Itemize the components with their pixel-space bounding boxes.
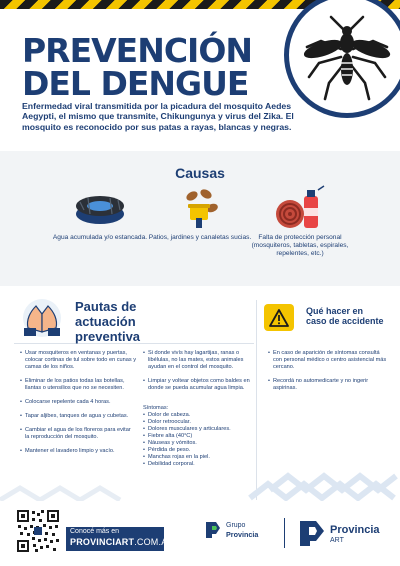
symptoms-block (143, 405, 253, 468)
provincia-art-logo (298, 519, 326, 547)
grupo-label-bold: Provincia (226, 530, 259, 539)
cause-label: Agua acumulada y/o estancada. (52, 234, 148, 241)
link-domain-bold: PROVINCIART (70, 537, 135, 547)
list-item: • Cambiar el agua de los floreros para evitar la reproducción del mosquito. (20, 427, 136, 441)
warning-badge (264, 304, 294, 331)
hands-icon (20, 298, 64, 345)
tire-water-icon (74, 188, 126, 228)
prevention-list-2 (143, 350, 253, 399)
list-item: • Tapar aljibes, tanques de agua y cubetas. (20, 413, 136, 420)
cause-label: Patios, jardines y canaletas sucias. (148, 234, 252, 241)
yard-debris-icon (176, 184, 224, 232)
list-item: • Dolor retroocular. (143, 419, 253, 426)
accident-list (268, 350, 388, 399)
symptoms-title: Síntomas: (143, 405, 169, 411)
list-item: • Limpiar y voltear objetos como baldes en donde se pueda acumular agua limpia. (143, 378, 253, 392)
list-item: • Recordá no automedicarte y no ingerir aspirinas. (268, 378, 388, 392)
causes-title: Causas (175, 165, 225, 181)
accident-title-line-1: Qué hacer en (306, 306, 364, 316)
list-item: • Eliminar de los patios todas las botellas, llantas o utensilios que no se necesiten. (20, 378, 136, 392)
symptoms-list (143, 412, 253, 468)
link-domain-suffix: .COM.AR (134, 537, 175, 547)
list-item: • Si donde vivís hay lagartijas, ranas o libélulas, no las mates, estos animales ayudan en el control del mosquito. (143, 350, 253, 371)
qr-code[interactable] (16, 509, 60, 553)
intro-text: Enfermedad viral transmitida por la picadura del mosquito Aedes Aegypti, el mismo que transmite, Chikungunya y virus del Zika. El mosquito es reconocido por sus patas a rayas, blancas y negras. (22, 101, 294, 132)
mosquito-badge (284, 0, 400, 118)
list-item: • Usar mosquiteros en ventanas y puertas, colocar cortinas de tul sobre todo en cunas y camas de los niños. (20, 350, 136, 371)
divider (284, 518, 285, 548)
list-item: • Colocarse repelente cada 4 horas. (20, 399, 136, 406)
repellent-coil-icon (274, 184, 326, 232)
accident-title (306, 306, 384, 326)
page-title (22, 31, 253, 103)
cause-item-protection (240, 184, 360, 258)
wave-decoration (0, 470, 400, 502)
link-domain (70, 537, 174, 547)
title-line-2: DEL DENGUE (22, 64, 249, 103)
title-line-1: PREVENCIÓN (22, 31, 253, 70)
grupo-provincia-logo (204, 520, 222, 540)
causes-section (0, 151, 400, 279)
list-item: • Mantener el lavadero limpio y vacío. (20, 448, 136, 455)
list-item: • Dolor de cabeza. (143, 412, 253, 419)
list-item: • En caso de aparición de síntomas consultá con personal médico o centro asistencial más cercano. (268, 350, 388, 371)
link-prefix: Conocé más en (70, 528, 120, 535)
list-item: • Náuseas y vómitos. (143, 440, 253, 447)
cause-label: Falta de protección personal (mosquiteros, tabletas, espirales, repelentes, etc.) (251, 234, 349, 257)
list-item: • Manchas rojas en la piel. (143, 454, 253, 461)
list-item: • Debilidad corporal. (143, 461, 253, 468)
website-link[interactable] (66, 527, 175, 551)
warning-icon (269, 309, 289, 327)
list-item: • Pérdida de peso. (143, 447, 253, 454)
pautas-title: Pautas de actuación preventiva (75, 299, 141, 344)
list-item: • Dolores musculares y articulares. (143, 426, 253, 433)
mosquito-icon (295, 3, 399, 107)
accident-title-line-2: caso de accidente (306, 316, 384, 326)
prevention-list-1 (20, 350, 136, 462)
grupo-label: Grupo (226, 522, 246, 529)
art-label: ART (330, 537, 344, 544)
list-item: • Fiebre alta (40°C) (143, 433, 253, 440)
provincia-label: Provincia (330, 524, 380, 536)
